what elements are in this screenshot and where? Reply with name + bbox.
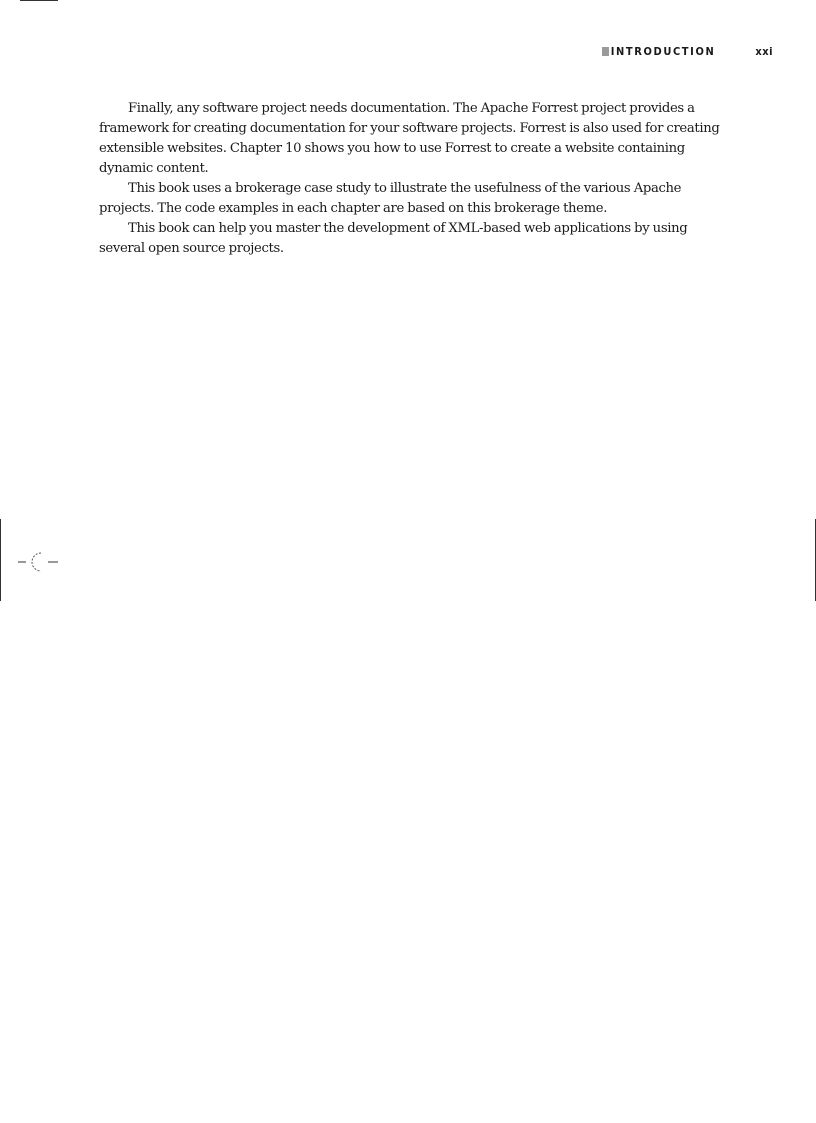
section-marker-icon: [602, 47, 609, 56]
crop-mark-top: [20, 0, 58, 1]
page-number: xxi: [755, 44, 773, 58]
paragraph: Finally, any software project needs documentation. The Apache Forrest project provides a framework for creating documentation for your software projects. Forrest is also used for creating extensible websites. Chapter 10 shows you how to use Forrest to create a website containing dynamic content.: [99, 101, 720, 176]
paragraph: This book can help you master the development of XML-based web applications by using several open source projects.: [99, 221, 688, 256]
registration-mark-icon: [18, 548, 62, 576]
crop-mark-left: [0, 519, 1, 601]
paragraph: This book uses a brokerage case study to illustrate the usefulness of the various Apache projects. The code examples in each chapter are based on this brokerage theme.: [99, 181, 682, 216]
body-text: [99, 99, 721, 259]
running-head: [0, 44, 773, 58]
section-name: INTRODUCTION: [610, 44, 716, 58]
